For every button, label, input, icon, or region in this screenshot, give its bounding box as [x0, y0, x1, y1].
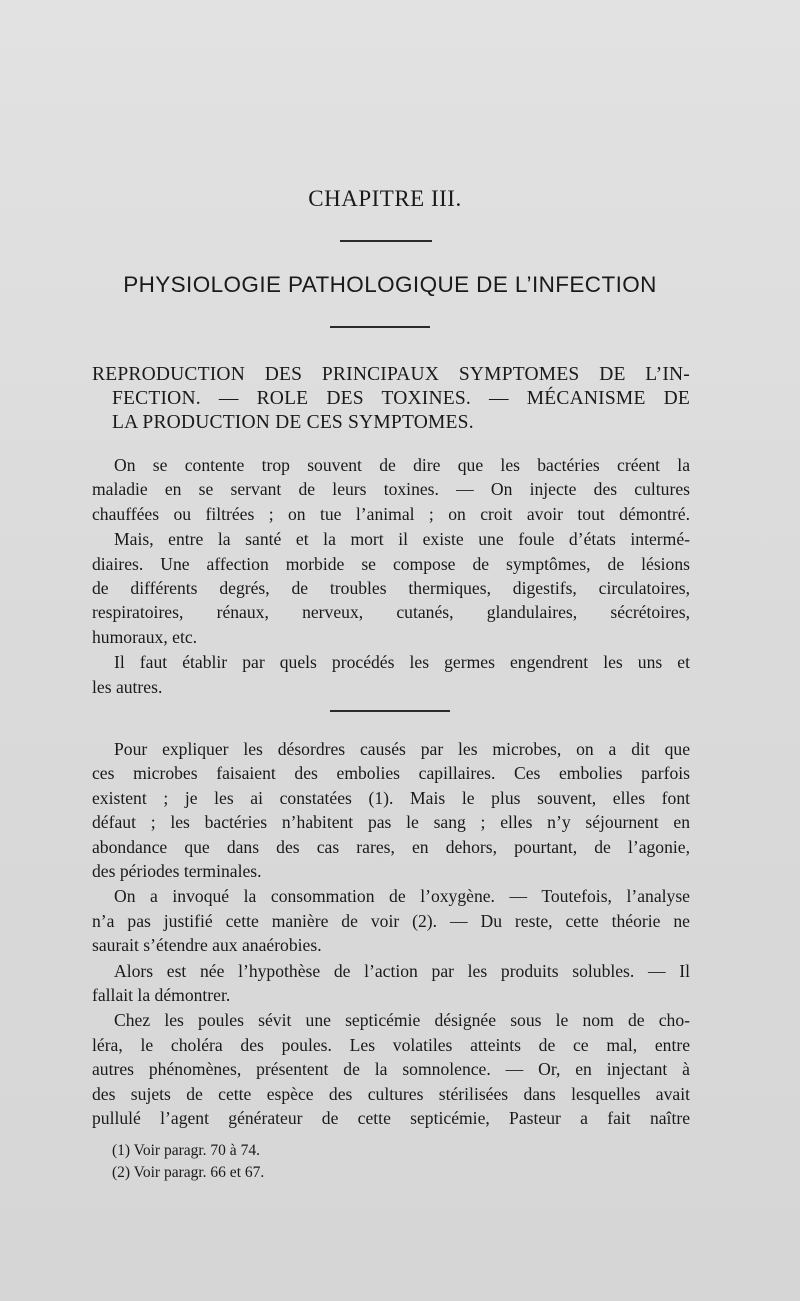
text-line: ces microbes faisaient des embolies capillaires. Ces embolies parfois — [92, 763, 690, 784]
section-1-text — [92, 453, 690, 699]
text-line: On a invoqué la consommation de l’oxygène. — Toutefois, l’analyse — [114, 886, 690, 907]
text-line: On se contente trop souvent de dire que les bactéries créent la — [114, 455, 690, 475]
title-rule — [340, 240, 432, 242]
footnotes — [112, 1140, 512, 1184]
section-2-text — [92, 737, 690, 1131]
text-line: Il faut établir par quels procédés les germes engendrent les uns et — [114, 652, 690, 673]
text-line: abondance que dans des cas rares, en dehors, pourtant, de l’agonie, — [92, 836, 690, 857]
subheading-line: REPRODUCTION DES PRINCIPAUX SYMPTOMES DE L’IN- — [92, 364, 690, 385]
text-line: Chez les poules sévit une septicémie désignée sous le nom de cho- — [114, 1010, 690, 1031]
text-line: humoraux, etc. — [92, 626, 198, 647]
text-line: les autres. — [92, 676, 163, 697]
text-line: Mais, entre la santé et la mort il existe une foule d’états intermé- — [114, 529, 690, 550]
text-line: diaires. Une affection morbide se compose de symptômes, de lésions — [92, 553, 690, 574]
text-line: maladie en se servant de leurs toxines. — On injecte des cultures — [92, 479, 690, 500]
text-line: chauffées ou filtrées ; on tue l’animal ; on croit avoir tout démontré. — [92, 503, 690, 524]
text-line: fallait la démontrer. — [92, 985, 231, 1006]
chapter-title: CHAPITRE III. — [308, 186, 462, 211]
text-line: des sujets de cette espèce des cultures stérilisées dans lesquelles avait — [92, 1083, 690, 1104]
text-line: existent ; je les ai constatées (1). Mais le plus souvent, elles font — [92, 787, 690, 808]
text-line: léra, le choléra des poules. Les volatiles atteints de ce mal, entre — [92, 1034, 690, 1055]
footnote: (1) Voir paragr. 70 à 74. — [112, 1142, 260, 1159]
text-line: défaut ; les bactéries n’habitent pas le sang ; elles n’y séjournent en — [92, 812, 690, 833]
text-line: saurait s’étendre aux anaérobies. — [92, 935, 322, 956]
text-line: respiratoires, rénaux, nerveux, cutanés, glandulaires, sécrétoires, — [92, 602, 690, 623]
text-line: pullulé l’agent générateur de cette septicémie, Pasteur a fait naître — [92, 1108, 690, 1129]
main-heading: PHYSIOLOGIE PATHOLOGIQUE DE L’INFECTION — [123, 272, 657, 297]
section-rule — [330, 710, 450, 712]
section-subheading — [92, 363, 690, 435]
text-line: n’a pas justifié cette manière de voir (2). — Du reste, cette théorie ne — [92, 910, 690, 931]
heading-rule — [330, 326, 430, 328]
text-line: des périodes terminales. — [92, 861, 262, 882]
subheading-line: LA PRODUCTION DE CES SYMPTOMES. — [112, 412, 474, 433]
subheading-line: FECTION. — ROLE DES TOXINES. — MÉCANISME DE — [112, 388, 690, 409]
text-line: autres phénomènes, présentent de la somnolence. — Or, en injectant à — [92, 1059, 690, 1080]
text-line: Pour expliquer les désordres causés par les microbes, on a dit que — [114, 739, 690, 759]
text-line: de différents degrés, de troubles thermiques, digestifs, circulatoires, — [92, 578, 690, 599]
text-line: Alors est née l’hypothèse de l’action par les produits solubles. — Il — [114, 960, 690, 981]
footnote: (2) Voir paragr. 66 et 67. — [112, 1164, 265, 1181]
